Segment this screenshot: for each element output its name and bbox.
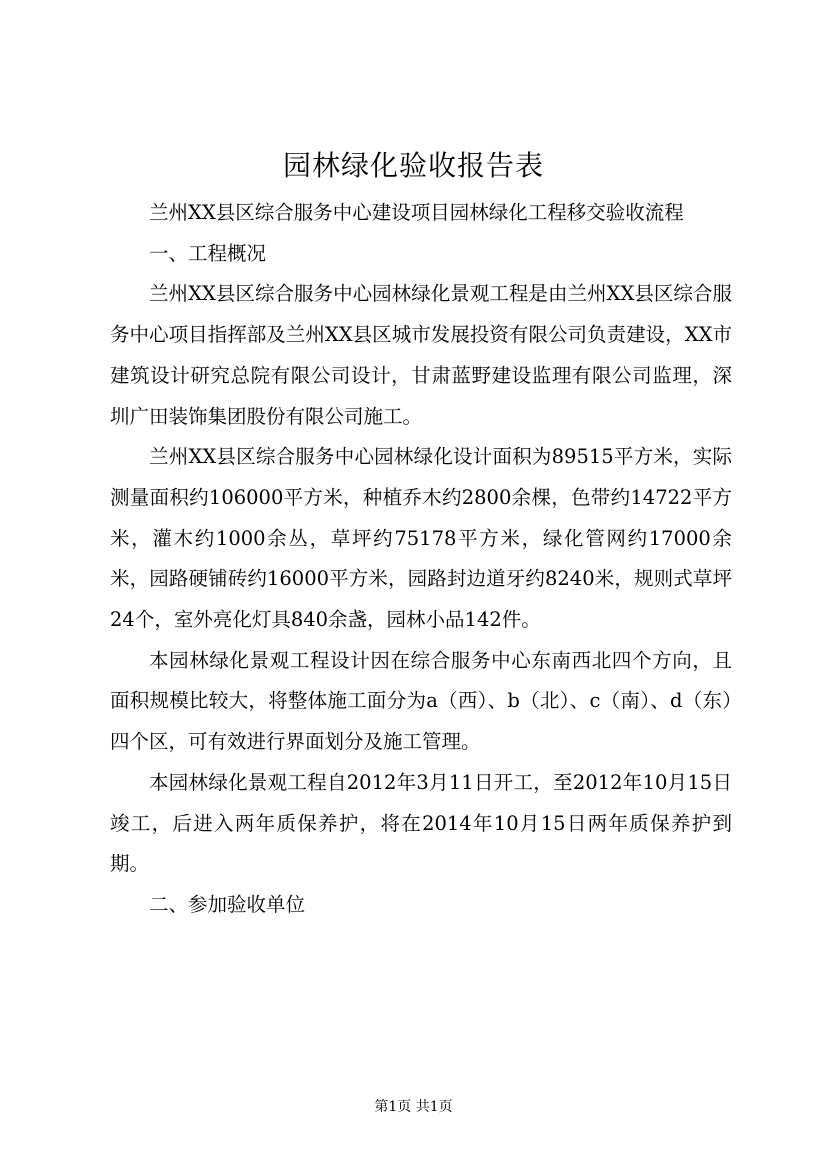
section-heading-overview: 一、工程概况 [149,241,267,265]
paragraph-schedule: 本园林绿化景观工程自2012年3月11日开工，至2012年10月15日竣工，后进入两年质保养护，将在2014年10月15日两年质保养护到期。 [110,770,732,876]
document-title: 园林绿化验收报告表 [282,149,544,182]
paragraph-project-name: 兰州XX县区综合服务中心建设项目园林绿化工程移交验收流程 [149,201,684,224]
paragraph-quantities: 兰州XX县区综合服务中心园林绿化设计面积为89515平方米，实际测量面积约106000平方米，种植乔木约2800余棵，色带约14722平方米，灌木约1000余丛，草坪约75178平方米，绿化管网约17000余米，园路硬铺砖约16000平方米，园路封边道牙约8240米，规则式草坪24个，室外亮化灯具840余盏，园林小品142件。 [110,445,732,632]
document-body [110,193,732,926]
section-heading-units: 二、参加验收单位 [149,892,306,916]
page-footer: 第1页 共1页 [374,1099,453,1115]
paragraph-zones: 本园林绿化景观工程设计因在综合服务中心东南西北四个方向，且面积规模比较大，将整体施工面分为a（西）、b（北）、c（南）、d（东）四个区，可有效进行界面划分及施工管理。 [110,648,732,754]
paragraph-parties: 兰州XX县区综合服务中心园林绿化景观工程是由兰州XX县区综合服务中心项目指挥部及兰州XX县区城市发展投资有限公司负责建设，XX市建筑设计研究总院有限公司设计，甘肃蓝野建设监理有限公司监理，深圳广田装饰集团股份有限公司施工。 [110,282,732,428]
